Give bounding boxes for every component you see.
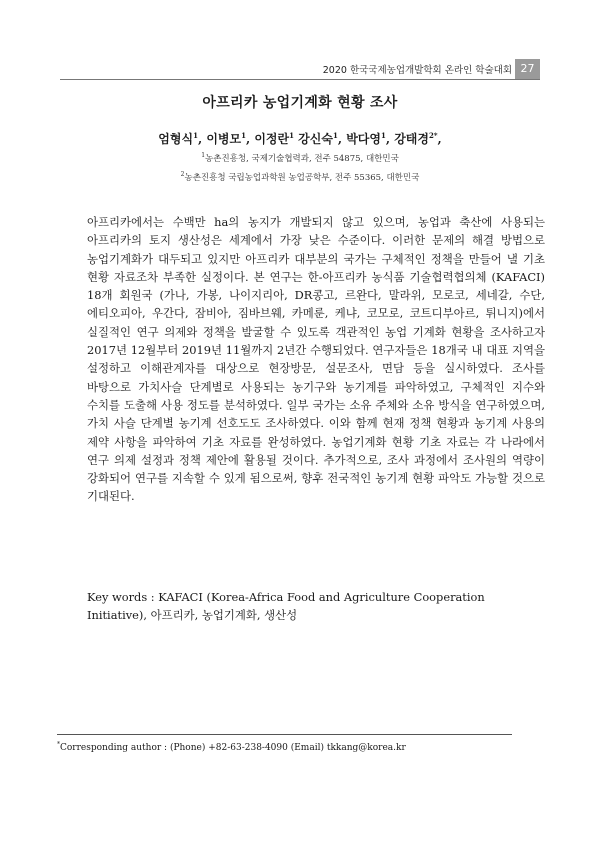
author-name: 이정란 bbox=[254, 132, 290, 146]
author-name: 박다영 bbox=[346, 132, 381, 146]
affiliation-2 bbox=[0, 171, 600, 183]
page-number: 27 bbox=[515, 59, 540, 79]
affiliation-mark: 2 bbox=[180, 171, 185, 179]
author-list: 엄형식$^1$, 이병모$^1$, 이정란$^1$ 강신숙$^1$, 박다영$^1$, 강태경$^{2*}$, bbox=[158, 131, 442, 146]
affiliation-text: 농촌진흥청, 국제기술협력과, 전주 54875, 대한민국 bbox=[205, 154, 399, 164]
author-affiliation-mark: 1 bbox=[289, 131, 294, 140]
author-name: 강신숙 bbox=[298, 132, 333, 146]
author-name: 엄형식 bbox=[158, 132, 194, 146]
affiliation-text: 농촌진흥청 국립농업과학원 농업공학부, 전주 55365, 대한민국 bbox=[184, 173, 420, 183]
author-affiliation-mark: 1 bbox=[380, 131, 386, 140]
affiliation-1 bbox=[0, 152, 600, 164]
abstract-body: 아프리카에서는 수백만 ha의 농지가 개발되지 않고 있으며, 농업과 축산에 사용되는 아프리카의 토지 생산성은 세계에서 가장 낮은 수준이다. 이러한 문제의 해결 방법으로 농업기계화가 대두되고 있지만 아프리카 대부분의 국가는 구체적인 정책을 만들어 낼 기초 현황 자료조차 부족한 실정이다. 본 연구는 한-아프리카 농식품 기술협력협의체 (KAFACI) 18개 회원국 (가나, 가봉, 나이지리아, DR콩고, 르완다, 말라위, 모로코, 세네갈, 수단, 에티오피아, 우간다, 잠비아, 짐바브웨, 카메룬, 케냐, 코모로, 코트디부아르, 튀니지)에서 실질적인 연구 의제와 정책을 발굴할 수 있도록 객관적인 농업 기계화 현황을 조사하고자 2017년 12월부터 2019년 11월까지 2년간 수행되었다. 연구자들은 18개국 내 대표 지역을 설정하고 이해관계자를 대상으로 현장방문, 설문조사, 면담 등을 실시하였다. 조사를 바탕으로 가치사슬 단계별로 사용되는 농기구와 농기계를 파악하였고, 구체적인 지수와 수치를 도출해 사용 정도를 분석하였다. 일부 국가는 소유 주체와 소유 방식을 연구하였으며, 가치 사슬 단계별 농기계 선호도도 조사하였다. 이와 함께 현재 정책 현황과 농기계 사용의 제약 사항을 파악하여 기초 자료를 완성하였다. 농업기계화 현황 기초 자료는 각 나라에서 연구 의제 설정과 정책 제안에 활용될 것이다. 추가적으로, 조사 과정에서 조사원의 역량이 강화되어 연구를 지속할 수 있게 됨으로써, 향후 전국적인 농기계 현황 파악도 가능할 것으로 기대된다. bbox=[87, 215, 545, 504]
affiliation-mark: 1 bbox=[201, 152, 206, 160]
footnote-mark: * bbox=[57, 741, 60, 748]
header-divider bbox=[60, 79, 540, 80]
author-affiliation-mark: 2* bbox=[428, 131, 438, 140]
footnote-text: Corresponding author : (Phone) +82-63-238-4090 (Email) tkkang@korea.kr bbox=[60, 743, 406, 753]
footnote-divider bbox=[57, 734, 512, 735]
author-affiliation-mark: 1 bbox=[193, 131, 198, 140]
running-header bbox=[0, 59, 600, 79]
corresponding-author-footnote bbox=[57, 743, 406, 753]
conference-name: 2020 한국국제농업개발학회 온라인 학술대회 bbox=[322, 65, 512, 76]
keywords: Key words : KAFACI (Korea-Africa Food and Agriculture Cooperation Initiative), 아프리카, 농업기계화, 생산성 bbox=[87, 590, 485, 623]
paper-title: 아프리카 농업기계화 현황 조사 bbox=[202, 95, 398, 111]
author-name: 이병모 bbox=[206, 132, 242, 146]
author-affiliation-mark: 1 bbox=[332, 131, 338, 140]
author-affiliation-mark: 1 bbox=[241, 131, 246, 140]
author-name: 강태경 bbox=[394, 132, 429, 146]
